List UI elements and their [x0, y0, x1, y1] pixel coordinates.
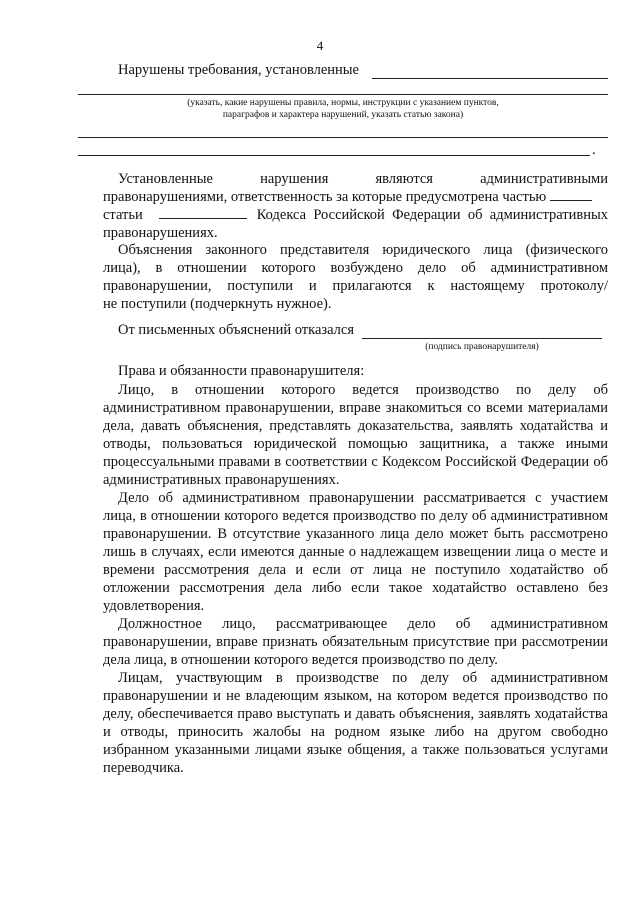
- p1-line: административном правонарушении, вправе знакомиться со всеми материалами: [103, 400, 608, 416]
- p2-line: лишь в случаях, если имеются данные о надлежащем извещении лица о месте и: [103, 544, 608, 560]
- established-line-2-text: правонарушениями, ответственность за которые предусмотрена частью: [103, 189, 547, 205]
- violation-end-mark: .: [592, 142, 596, 158]
- page-number: 4: [316, 38, 324, 53]
- p2-line: лица, в отношении которого ведется производство по делу об административном: [103, 508, 608, 524]
- explanations-paragraph: [103, 241, 608, 313]
- p4-line: делу, обеспечивается право выступать и давать объяснения, заявлять ходатайства: [103, 706, 608, 722]
- p2-line: удовлетворения.: [103, 598, 205, 614]
- p2-line: правонарушении. В отсутствие указанного лица дело может быть рассмотрено: [103, 526, 608, 542]
- established-paragraph: [103, 170, 608, 242]
- violation-label: Нарушены требования, установленные: [118, 62, 359, 78]
- p2-line: времени рассмотрения дела и если от лица не поступило ходатайство об: [103, 562, 608, 578]
- explanations-line-2: лица), в отношении которого возбуждено дело об административном: [103, 260, 608, 276]
- p1-line: процессуальными правами в соответствии с Кодексом Российской Федерации об: [103, 454, 608, 470]
- rights-heading: Права и обязанности правонарушителя:: [118, 363, 365, 379]
- established-line-4: правонарушениях.: [103, 225, 218, 241]
- violation-blank-4[interactable]: [78, 155, 590, 156]
- p1-line: дела, давать объяснения, представлять доказательства, заявлять ходатайства и: [103, 418, 608, 434]
- explanations-line-3: правонарушении, поступили и прилагаются к настоящему протоколу/: [103, 278, 608, 294]
- p4-line: избранном указанными лицами языке общения, а также пользоваться услугами: [103, 742, 608, 758]
- explanations-line-1: Объяснения законного представителя юридического лица (физического: [118, 242, 608, 258]
- violation-caption-1: (указать, какие нарушены правила, нормы, инструкции с указанием пунктов,: [187, 98, 499, 108]
- p4-line: и отводы, приносить жалобы на родном языке либо на другом свободно: [103, 724, 608, 740]
- p3-line: Должностное лицо, рассматривающее дело об административном: [118, 616, 608, 632]
- established-line-1: Установленные нарушения являются административными: [118, 171, 608, 187]
- refusal-label: От письменных объяснений отказался: [118, 322, 355, 338]
- p1-line: отводы, пользоваться юридической помощью защитника, а также иными: [103, 436, 608, 452]
- statya-word: статьи: [103, 207, 143, 223]
- rights-paragraph-2: [103, 489, 608, 615]
- violation-blank-3[interactable]: [78, 137, 608, 138]
- p4-line: переводчика.: [103, 760, 184, 776]
- p1-line: административных правонарушениях.: [103, 472, 340, 488]
- established-line-3: [103, 206, 608, 224]
- signature-caption: (подпись правонарушителя): [425, 342, 539, 352]
- violation-blank-2[interactable]: [78, 94, 608, 95]
- violation-caption-2: параграфов и характера нарушений, указать статью закона): [222, 110, 464, 120]
- rights-paragraph-1: [103, 381, 608, 489]
- rights-paragraph-4: [103, 669, 608, 777]
- part-blank[interactable]: [550, 188, 592, 201]
- p2-line: Дело об административном правонарушении рассматривается с участием: [118, 490, 608, 506]
- p2-line: отложении рассмотрения дела либо если такое ходатайство оставлено без: [103, 580, 608, 596]
- p1-line: Лицо, в отношении которого ведется производство по делу об: [118, 382, 608, 398]
- rights-paragraph-3: [103, 615, 608, 669]
- established-line-2: [103, 188, 608, 206]
- explanations-line-4: не поступили (подчеркнуть нужное).: [103, 296, 332, 312]
- p4-line: Лицам, участвующим в производстве по делу об административном: [118, 670, 608, 686]
- signature-blank[interactable]: [362, 338, 602, 339]
- p3-line: правонарушении, вправе признать обязательным присутствие при рассмотрении: [103, 634, 608, 650]
- violation-blank-1[interactable]: [372, 78, 608, 79]
- code-text: Кодекса Российской Федерации об административных: [256, 207, 608, 223]
- p3-line: дела лица, в отношении которого ведется производство по делу.: [103, 652, 498, 668]
- p4-line: правонарушении и не владеющим языком, на котором ведется производство по: [103, 688, 608, 704]
- article-blank[interactable]: [159, 206, 247, 219]
